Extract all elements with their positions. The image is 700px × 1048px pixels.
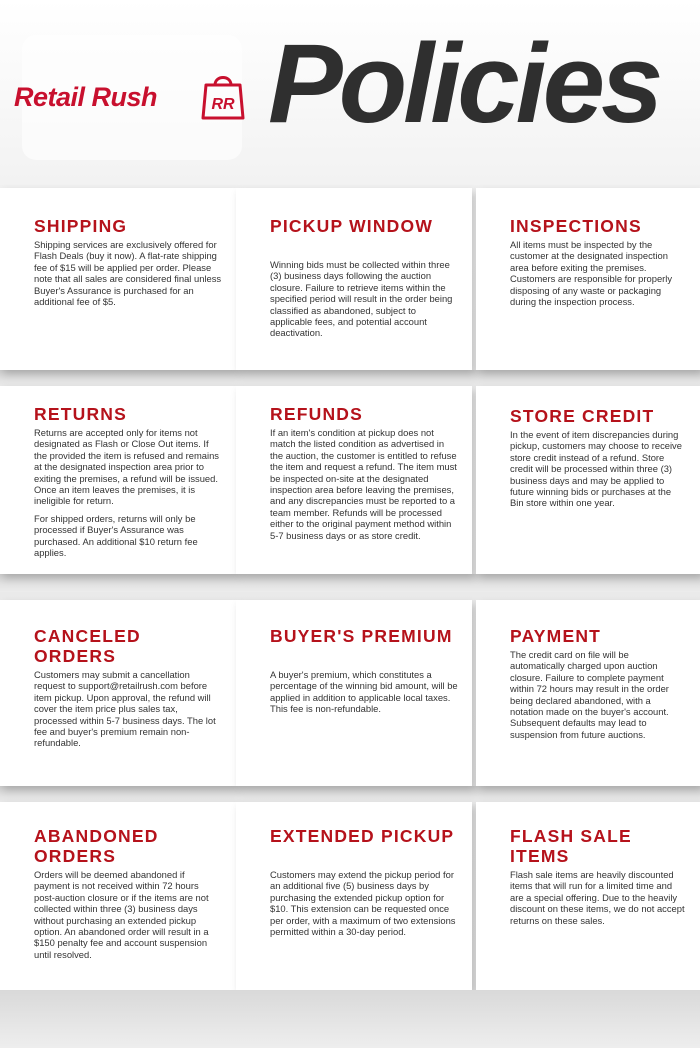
policy-title: PAYMENT [510, 626, 602, 646]
page-title: Policies [268, 21, 660, 146]
policy-title: RETURNS [34, 404, 127, 424]
policy-card-flash-sale-items [476, 802, 700, 990]
policy-card-store-credit [476, 386, 700, 574]
policy-card-buyers-premium [236, 600, 472, 786]
policy-paragraph: All items must be inspected by the customer at the designated inspection area before exiting the premises. Customers are responsible for properly disposing of any waste or packaging during the inspection process. [510, 239, 673, 308]
policy-card-extended-pickup [236, 802, 472, 990]
policy-paragraph: In the event of item discrepancies during pickup, customers may choose to receive store credit instead of a refund. Store credit will be processed within three (3) business days and may be applied to future winning bids or purchases at the Bin store within one year. [510, 429, 682, 509]
policy-title: ABANDONED ORDERS [34, 826, 159, 866]
policy-title: CANCELED ORDERS [34, 626, 141, 666]
policy-paragraph: The credit card on file will be automatically charged upon auction closure. Failure to complete payment within 72 hours may result in the order being declared abandoned, with a notation made on the buyer's account. Subsequent defaults may lead to suspension from future auctions. [510, 649, 669, 740]
policy-text [34, 869, 222, 966]
policy-paragraph: Shipping services are exclusively offered for Flash Deals (buy it now). A flat-rate shipping fee of $15 will be applied per order. Please note that all sales are considered final unless Buyer's Assurance is purchased for an additional fee of $5. [34, 239, 222, 308]
policy-card-inspections [476, 188, 700, 370]
policy-paragraph: A buyer's premium, which constitutes a percentage of the winning bid amount, will be applied in addition to applicable local taxes. This fee is non-refundable. [270, 669, 458, 715]
brand-name: Retail Rush [14, 82, 158, 112]
policy-card-canceled-orders [0, 600, 236, 786]
policy-text [270, 869, 458, 943]
policy-title: EXTENDED PICKUP [270, 826, 455, 846]
policy-text [510, 869, 686, 932]
policy-paragraph: Winning bids must be collected within three (3) business days following the auction closure. Failure to retrieve items within the specified period will result in the order being classified as abandoned, subject to applicable fees, and potential account deactivation. [270, 259, 453, 339]
policy-paragraph: Customers may extend the pickup period for an additional five (5) business days by purchasing the extended pickup option for $10. This extension can be requested once per order, with a maximum of two extensions permitted within a 30-day period. [270, 869, 456, 938]
policy-text [270, 669, 458, 721]
policy-text [34, 427, 222, 564]
policy-title: REFUNDS [270, 404, 363, 424]
page-footer [0, 990, 700, 1048]
policy-text [510, 649, 686, 746]
policy-text [510, 239, 686, 313]
policy-card-returns [0, 386, 236, 574]
policy-title: FLASH SALE ITEMS [510, 826, 632, 866]
policy-title: BUYER'S PREMIUM [270, 626, 453, 646]
policy-text [270, 427, 458, 547]
policy-card-pickup-window [236, 188, 472, 370]
policy-paragraph: If an item's condition at pickup does not match the listed condition as advertised in the auction, the customer is entitled to refuse the item and request a refund. The item must be inspected on-site at the designated inspection area before leaving the premises, and any discrepancies must be reported to a team member. Refunds will be processed either to the original payment method within 5-7 business days or as store credit. [270, 427, 457, 541]
shopping-bag-icon [201, 69, 245, 121]
policy-paragraph: Customers may submit a cancellation request to support@retailrush.com before item pickup. Upon approval, the refund will cover the item price plus sales tax, processed within 5-7 business days. The lot fee and buyer's premium remain non-refundable. [34, 669, 216, 749]
policy-card-shipping [0, 188, 236, 370]
policy-title: STORE CREDIT [510, 406, 655, 426]
policy-paragraph: Orders will be deemed abandoned if payment is not received within 72 hours post-auction closure or if the items are not collected within three (3) business days without purchasing an extended pickup option. An abandoned order will result in a $150 penalty fee and account suspension until resolved. [34, 869, 209, 960]
policy-paragraph: For shipped orders, returns will only be processed if Buyer's Assurance was purchased. An additional $10 return fee applies. [34, 512, 198, 559]
policy-card-abandoned-orders [0, 802, 236, 990]
policy-title: PICKUP WINDOW [270, 216, 434, 236]
policy-text [270, 259, 458, 345]
policy-text [34, 669, 222, 755]
policy-paragraph: Flash sale items are heavily discounted items that will run for a limited time and are a special offering. Due to the heavily discount on these items, we do not accept returns on these sales. [510, 869, 685, 926]
page-header [0, 0, 700, 185]
policy-text [510, 429, 686, 515]
policy-text [34, 239, 222, 313]
policy-paragraph: Returns are accepted only for items not designated as Flash or Close Out items. If the provided the item is refused and remains at the designated inspection area prior to exiting the premises, a refund will be issued. Once an item leaves the premises, it is ineligible for return. [34, 427, 219, 507]
policy-title: INSPECTIONS [510, 216, 642, 236]
policy-card-refunds [236, 386, 472, 574]
policy-card-payment [476, 600, 700, 786]
row-divider [0, 574, 700, 592]
policy-title: SHIPPING [34, 216, 128, 236]
bag-monogram: RR [211, 96, 235, 113]
